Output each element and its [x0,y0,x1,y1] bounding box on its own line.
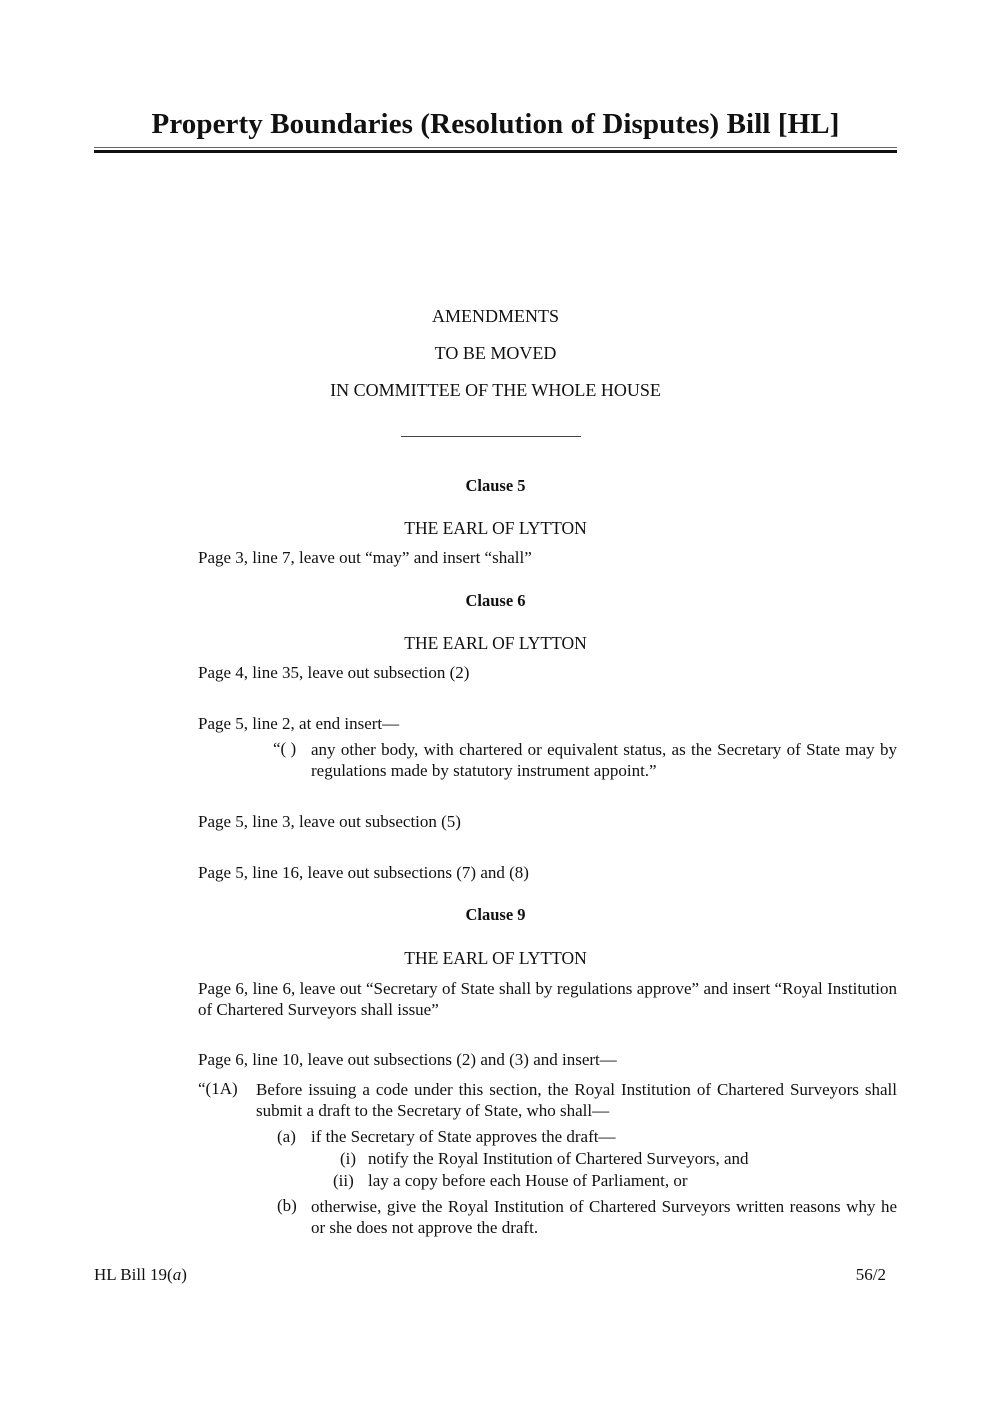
item-text: lay a copy before each House of Parliament, or [368,1171,688,1190]
amendment-text: Page 4, line 35, leave out subsection (2) [198,663,470,682]
bill-ref-prefix: HL Bill 19( [94,1265,173,1284]
heading-to-be-moved: TO BE MOVED [434,343,557,363]
insert-label: “( ) [273,739,297,758]
amendment-text: Page 6, line 10, leave out subsections (2) and (3) and insert— [198,1050,617,1069]
item-label: (ii) [333,1171,354,1190]
amendment-text: Page 5, line 16, leave out subsections (7) and (8) [198,863,529,882]
clause-heading: Clause 9 [465,905,526,924]
heading-committee: IN COMMITTEE OF THE WHOLE HOUSE [330,380,661,400]
insert-label: “(1A) [198,1079,238,1098]
mover-name: THE EARL OF LYTTON [404,518,587,538]
bill-ref-italic: a [172,1265,182,1284]
amendment-text: Page 5, line 2, at end insert— [198,714,400,733]
mover-name: THE EARL OF LYTTON [404,948,587,968]
bill-ref-suffix: ) [181,1265,187,1284]
item-label: (i) [340,1149,357,1168]
insert-text: any other body, with chartered or equivalent status, as the Secretary of State may by regulations made by statutory instrument appoint.” [311,740,897,780]
amendment-text: Page 5, line 3, leave out subsection (5) [198,812,461,831]
heading-amendments: AMENDMENTS [431,306,559,326]
amendment-text: Page 3, line 7, leave out “may” and insert “shall” [198,548,532,567]
item-text: otherwise, give the Royal Institution of Chartered Surveyors written reasons why he or she does not approve the draft. [311,1197,897,1237]
title-rule-thin [94,147,897,148]
item-text: if the Secretary of State approves the draft— [311,1127,616,1146]
bill-reference [94,1265,187,1285]
heading-divider [401,436,581,437]
item-label: (b) [277,1196,297,1215]
insert-text: Before issuing a code under this section, the Royal Institution of Chartered Surveyors shall submit a draft to the Secretary of State, who shall— [256,1080,897,1120]
title-rule-thick [94,150,897,153]
mover-name: THE EARL OF LYTTON [404,633,587,653]
clause-heading: Clause 5 [465,476,526,495]
item-label: (a) [277,1127,296,1146]
document-title: Property Boundaries (Resolution of Disputes) Bill [HL] [151,108,840,140]
amendment-text: Page 6, line 6, leave out “Secretary of State shall by regulations approve” and insert “Royal Institution of Chartered Surveyors shall issue” [198,979,897,1019]
item-text: notify the Royal Institution of Chartered Surveyors, and [368,1149,749,1168]
page-code: 56/2 [855,1265,886,1284]
clause-heading: Clause 6 [465,591,526,610]
